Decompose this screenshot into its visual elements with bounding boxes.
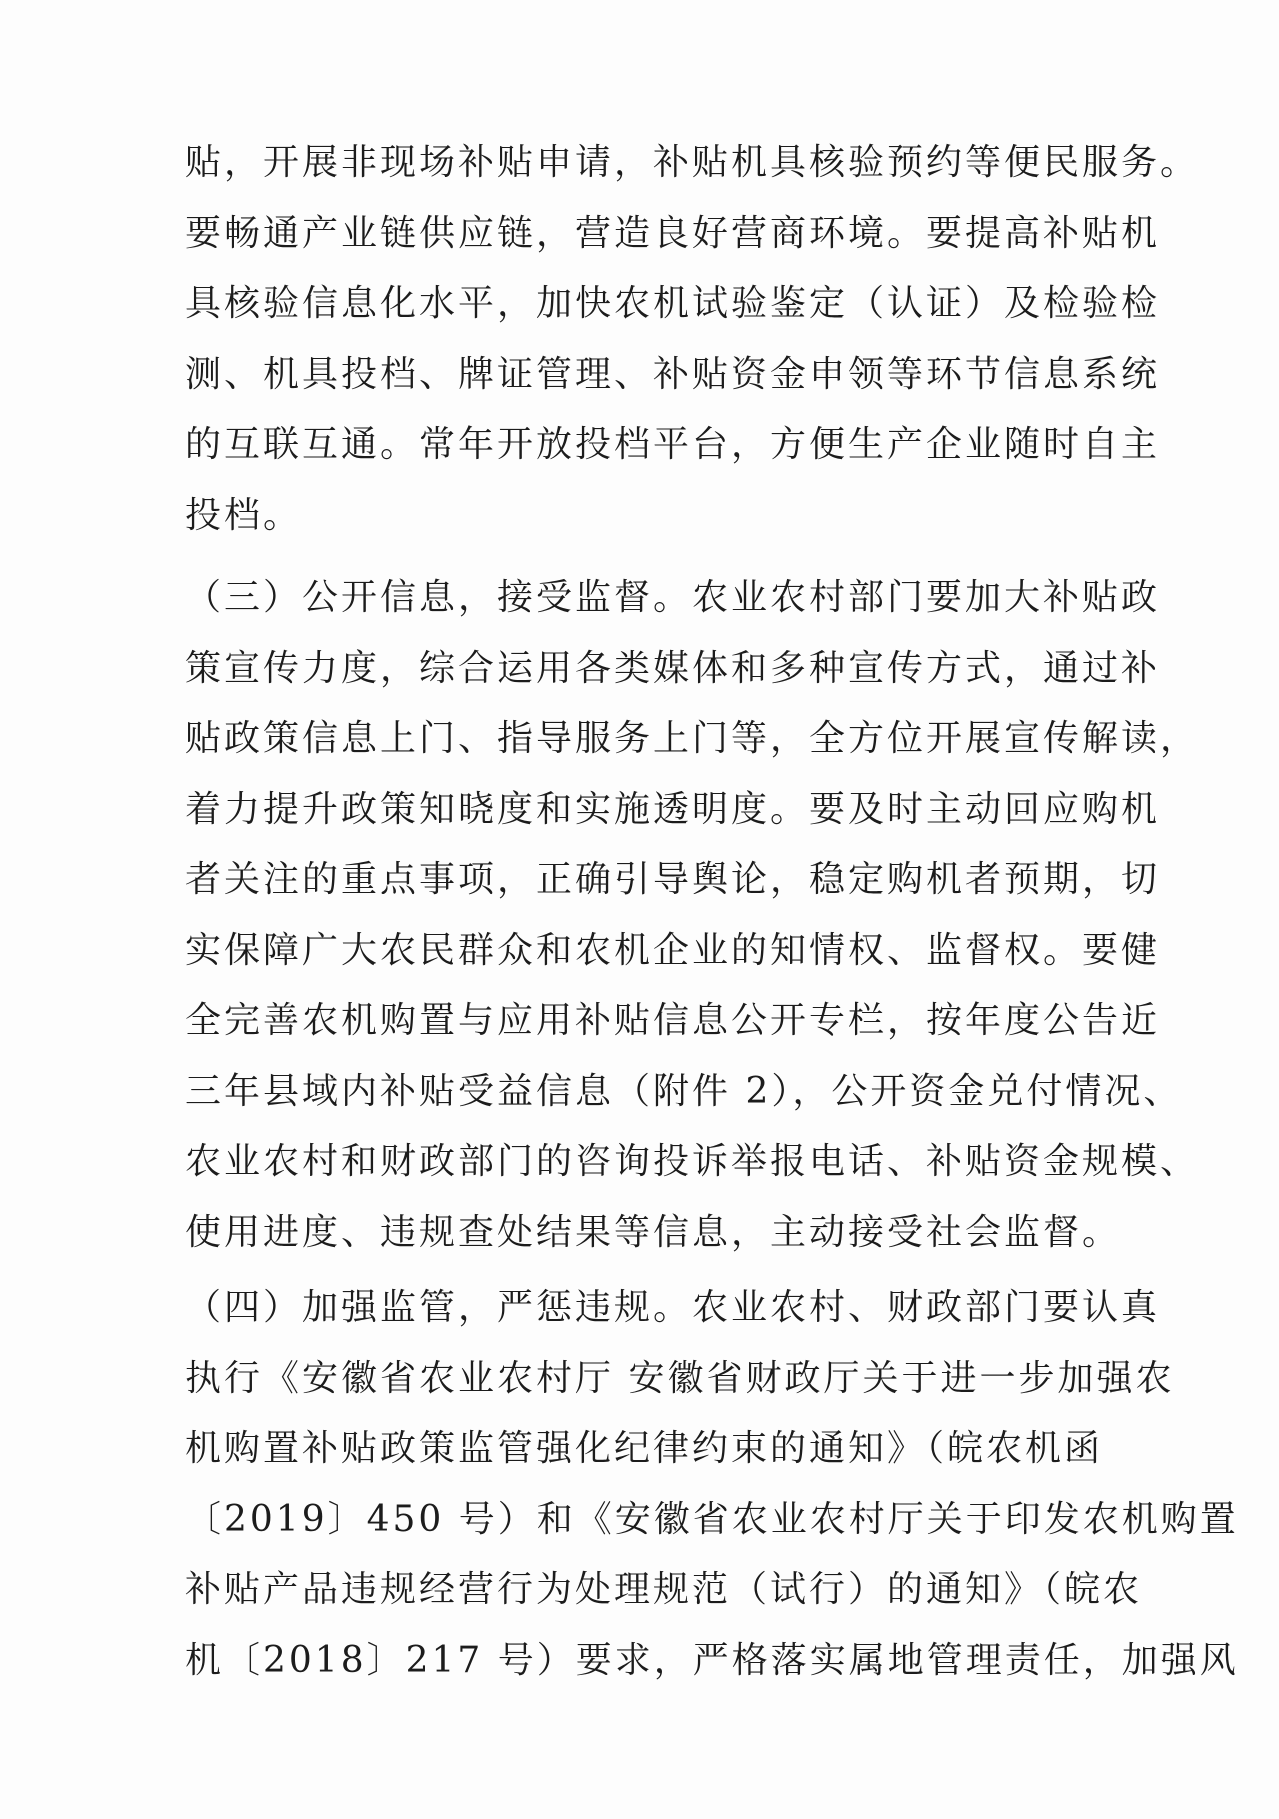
- text-line: 使用进度、违规查处结果等信息，主动接受社会监督。: [185, 1211, 1122, 1253]
- text-line: 着力提升政策知晓度和实施透明度。要及时主动回应购机: [185, 788, 1161, 830]
- text-line: 补贴产品违规经营行为处理规范（试行）的通知》（皖农: [185, 1569, 1143, 1610]
- text-line: 的互联互通。常年开放投档平台，方便生产企业随时自主: [185, 424, 1161, 465]
- text-line: 全完善农机购置与应用补贴信息公开专栏，按年度公告近: [185, 1000, 1161, 1041]
- text-line: 者关注的重点事项，正确引导舆论，稳定购机者预期，切: [185, 859, 1161, 900]
- text-line: 测、机具投档、牌证管理、补贴资金申领等环节信息系统: [185, 353, 1161, 395]
- text-line: 策宣传力度，综合运用各类媒体和多种宣传方式，通过补: [185, 647, 1161, 689]
- text-line: 投档。: [185, 494, 303, 536]
- text-line: 具核验信息化水平，加快农机试验鉴定（认证）及检验检: [185, 283, 1161, 324]
- paragraph-section-3: [185, 563, 1200, 1268]
- paragraph-section-4: [185, 1273, 1239, 1696]
- text-line: 贴，开展非现场补贴申请，补贴机具核验预约等便民服务。: [185, 142, 1200, 183]
- text-line: 执行《安徽省农业农村厅 安徽省财政厅关于进一步加强农: [185, 1357, 1175, 1399]
- text-line: 贴政策信息上门、指导服务上门等，全方位开展宣传解读，: [185, 718, 1200, 759]
- text-line: 〔2019〕450 号）和《安徽省农业农村厅关于印发农机购置: [185, 1498, 1239, 1540]
- text-line: 三年县域内补贴受益信息（附件 2），公开资金兑付情况、: [185, 1070, 1183, 1112]
- paragraph-continuation: [185, 128, 1200, 551]
- text-line: 实保障广大农民群众和农机企业的知情权、监督权。要健: [185, 929, 1161, 971]
- text-line: 机〔2018〕217 号）要求，严格落实属地管理责任，加强风: [185, 1639, 1239, 1681]
- text-line: 机购置补贴政策监管强化纪律约束的通知》（皖农机函: [185, 1428, 1104, 1469]
- text-line: 农业农村和财政部门的咨询投诉举报电话、补贴资金规模、: [185, 1141, 1200, 1182]
- text-line: 要畅通产业链供应链，营造良好营商环境。要提高补贴机: [185, 212, 1161, 254]
- text-line: （四）加强监管，严惩违规。农业农村、财政部门要认真: [185, 1287, 1161, 1328]
- text-line: （三）公开信息，接受监督。农业农村部门要加大补贴政: [185, 577, 1161, 618]
